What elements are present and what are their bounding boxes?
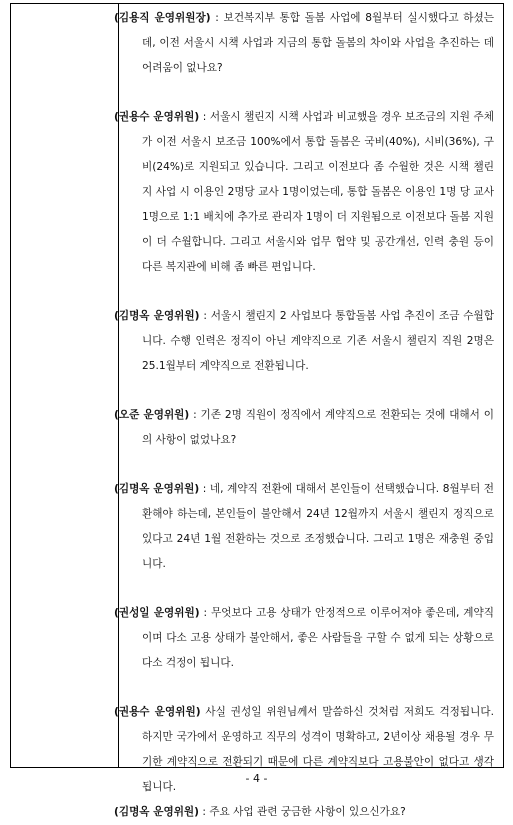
statement-text: : 무엇보다 고용 상태가 안정적으로 이루어져야 좋은데, 계약직이며 다소 고용 상태가 불안해서, 좋은 사람들을 구할 수 없게 되는 상황으로 다소 걱정이 됩니다. [142, 607, 494, 669]
speaker-name: (오준 운영위원) [114, 409, 190, 421]
transcript-entry [114, 403, 494, 453]
transcript-body [114, 6, 494, 825]
speaker-name: (김용직 운영위원장) [114, 12, 211, 24]
speaker-name: (권용수 운영위원) [114, 706, 201, 718]
speaker-name: (김명옥 운영위원) [114, 483, 200, 495]
page-number: - 4 - [245, 772, 268, 785]
transcript-entry [114, 105, 494, 280]
statement-text: : 주요 사업 관련 궁금한 사항이 있으신가요? [199, 806, 406, 818]
statement-text: 사실 권성일 위원님께서 말씀하신 것처럼 저희도 걱정됩니다. 하지만 국가에서 운영하고 직무의 성격이 명확하고, 2년이상 채용될 경우 무기한 계약직으로 전환되기 때문에 다른 계약직보다 고용불안이 없다고 생각됩니다. [142, 706, 494, 793]
transcript-entry [114, 477, 494, 577]
speaker-name: (김명옥 운영위원) [114, 310, 200, 322]
statement-text: : 네, 계약직 전환에 대해서 본인들이 선택했습니다. 8월부터 전환해야 하는데, 본인들이 불안해서 24년 12월까지 서울시 챌린지 정직으로 있다고 24년 1월 전환하는 것으로 조정했습니다. 그리고 1명은 재충원 중입니다. [142, 483, 494, 570]
statement-text: : 보건복지부 통합 돌봄 사업에 8월부터 실시했다고 하셨는데, 이전 서울시 시책 사업과 지금의 통합 돌봄의 차이와 사업을 추진하는 데 어려움이 없나요? [142, 12, 494, 74]
speaker-name: (권성일 운영위원) [114, 607, 200, 619]
transcript-entry [114, 601, 494, 676]
speaker-name: (김명옥 운영위원) [114, 806, 200, 818]
transcript-entry [114, 800, 494, 825]
statement-text: : 서울시 챌린지 2 사업보다 통합돌봄 사업 추진이 조금 수월합니다. 수행 인력은 정직이 아닌 계약직으로 기존 서울시 챌린지 직원 2명은 25.1월부터 계약직으로 전환됩니다. [142, 310, 494, 372]
transcript-entry [114, 700, 494, 800]
statement-text: : 서울시 챌린지 시책 사업과 비교했을 경우 보조금의 지원 주체가 이전 서울시 보조금 100%에서 통합 돌봄은 국비(40%), 시비(36%), 구비(24%)로 지원되고 있습니다. 그리고 이전보다 좀 수월한 것은 시책 챌린지 사업 시 이용인 2명당 교사 1명이었는데, 통합 돌봄은 이용인 1명 당 교사 1명으로 1:1 배치에 추가로 관리자 1명이 더 지원됨으로 이전보다 돌봄 지원이 더 수월합니다. 그리고 서울시와 업무 협약 및 공간개선, 인력 충원 등이 다른 복지관에 비해 좀 빠른 편입니다. [142, 111, 494, 273]
transcript-entry [114, 304, 494, 379]
speaker-name: (권용수 운영위원) [114, 111, 200, 123]
statement-text: : 기존 2명 직원이 정직에서 계약직으로 전환되는 것에 대해서 이의 사항이 없었나요? [142, 409, 494, 446]
transcript-entry [114, 6, 494, 81]
